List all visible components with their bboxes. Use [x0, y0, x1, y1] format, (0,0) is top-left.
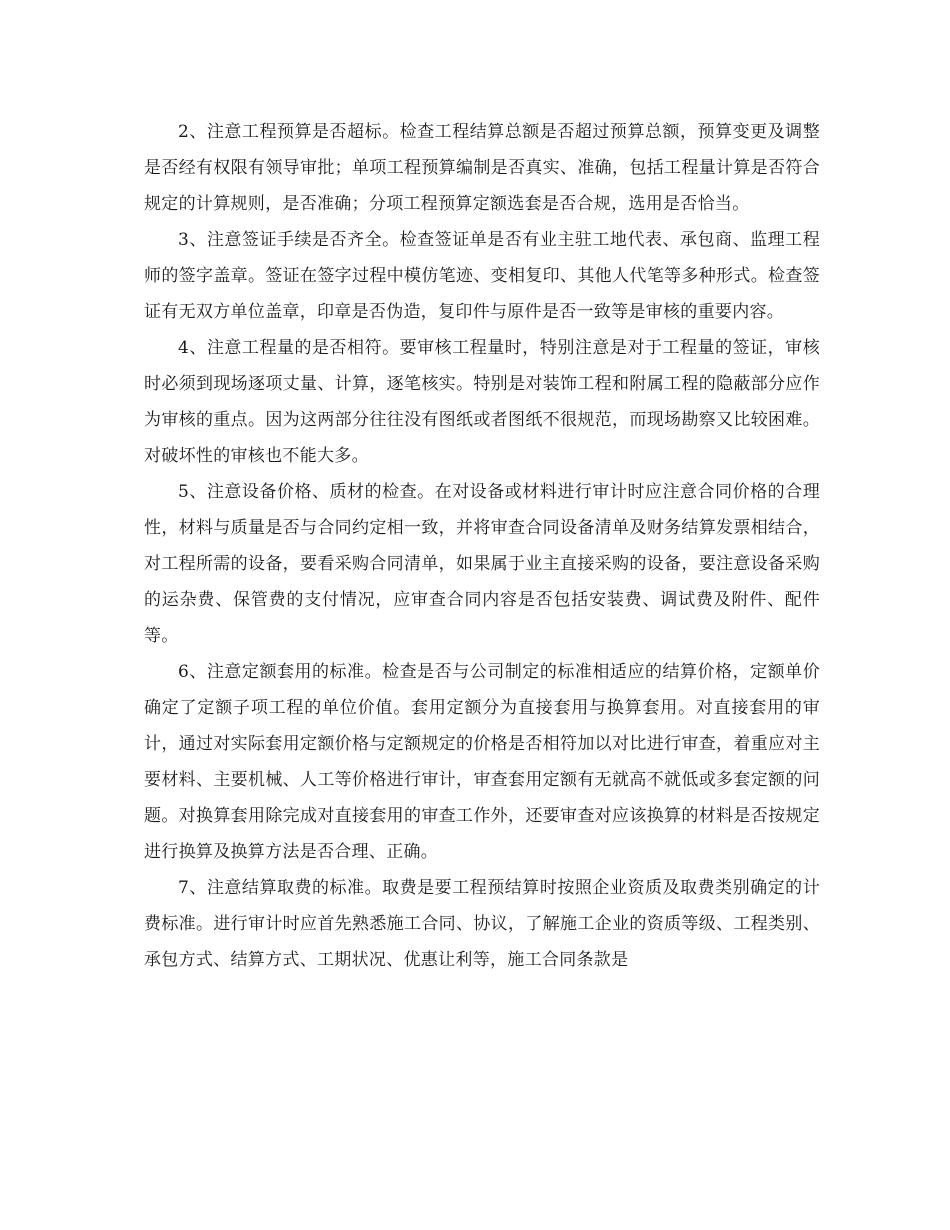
paragraph-item-3: 3、注意签证手续是否齐全。检查签证单是否有业主驻工地代表、承包商、监理工程师的签字盖章。签证在签字过程中模仿笔迹、变相复印、其他人代笔等多种形式。检查签证有无双方单位盖章，印章是否伪造，复印件与原件是否一致等是审核的重要内容。	[144, 230, 820, 322]
paragraph-item-4: 4、注意工程量的是否相符。要审核工程量时，特别注意是对于工程量的签证，审核时必须到现场逐项丈量、计算，逐笔核实。特别是对装饰工程和附属工程的隐蔽部分应作为审核的重点。因为这两部分往往没有图纸或者图纸不很规范，而现场勘察又比较困难。对破坏性的审核也不能大多。	[144, 338, 820, 466]
paragraph-item-7: 7、注意结算取费的标准。取费是要工程预结算时按照企业资质及取费类别确定的计费标准。进行审计时应首先熟悉施工合同、协议，了解施工企业的资质等级、工程类别、承包方式、结算方式、工期状况、优惠让利等，施工合同条款是	[144, 878, 820, 970]
document-body	[144, 114, 820, 978]
paragraph-item-5: 5、注意设备价格、质材的检查。在对设备或材料进行审计时应注意合同价格的合理性，材料与质量是否与合同约定相一致，并将审查合同设备清单及财务结算发票相结合，对工程所需的设备，要看采购合同清单，如果属于业主直接采购的设备，要注意设备采购的运杂费、保管费的支付情况，应审查合同内容是否包括安装费、调试费及附件、配件等。	[144, 482, 820, 646]
paragraph-item-6: 6、注意定额套用的标准。检查是否与公司制定的标准相适应的结算价格，定额单价确定了定额子项工程的单位价值。套用定额分为直接套用与换算套用。对直接套用的审计，通过对实际套用定额价格与定额规定的价格是否相符加以对比进行审查，着重应对主要材料、主要机械、人工等价格进行审计，审查套用定额有无就高不就低或多套定额的问题。对换算套用除完成对直接套用的审查工作外，还要审查对应该换算的材料是否按规定进行换算及换算方法是否合理、正确。	[144, 662, 820, 862]
paragraph-item-2: 2、注意工程预算是否超标。检查工程结算总额是否超过预算总额，预算变更及调整是否经有权限有领导审批；单项工程预算编制是否真实、准确，包括工程量计算是否符合规定的计算规则，是否准确；分项工程预算定额选套是否合规，选用是否恰当。	[144, 122, 820, 214]
